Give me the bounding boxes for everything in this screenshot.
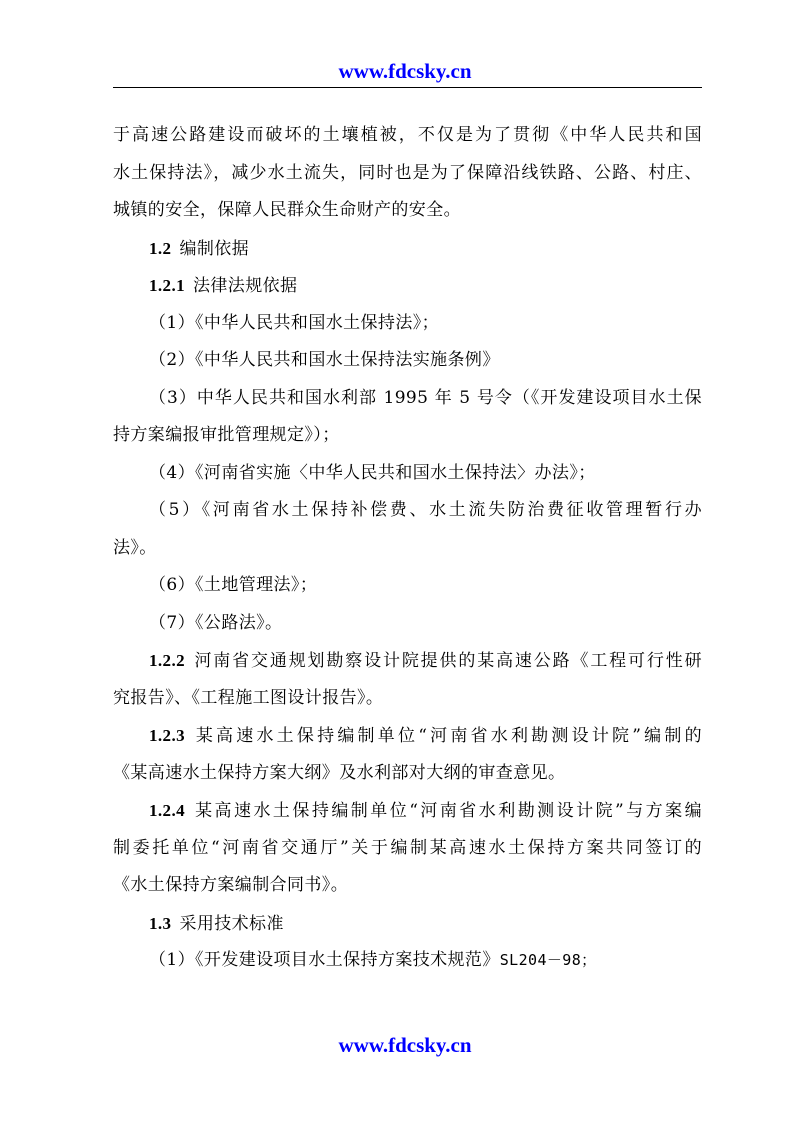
section-number: 1.3 [149, 913, 172, 933]
section-number: 1.2.1 [149, 276, 185, 295]
law-item: （6）《土地管理法》； [149, 575, 318, 595]
section-title: 法律法规依据 [193, 276, 298, 296]
law-item: （3）中华人民共和国水利部 1995 年 5 号令（《开发建设项目水土保 [149, 387, 702, 408]
paragraph-line: 水土保持法》，减少水土流失，同时也是为了保障沿线铁路、公路、村庄、 [113, 162, 702, 183]
law-item-continued: 法》。 [113, 537, 157, 558]
section-number: 1.2 [149, 238, 172, 258]
section-number: 1.2.4 [149, 801, 185, 820]
paragraph-line: 于高速公路建设而破坏的土壤植被，不仅是为了贯彻《中华人民共和国 [113, 125, 702, 145]
page-footer-site: www.fdcsky.cn [338, 1033, 472, 1057]
section-number: 1.2.3 [149, 726, 185, 745]
law-item: （1）《中华人民共和国水土保持法》； [149, 312, 440, 333]
section-1-2-2-line: 究报告》、《工程施工图设计报告》。 [113, 687, 384, 708]
law-item-continued: 持方案编报审批管理规定》）； [113, 425, 340, 445]
section-text: 某高速水土保持编制单位“河南省水利勘测设计院”编制的 [193, 726, 702, 746]
standard-item [113, 942, 702, 980]
section-heading-1-3 [113, 905, 702, 943]
section-1-2-4-line: 制委托单位“河南省交通厅”关于编制某高速水土保持方案共同签订的 [113, 837, 702, 858]
section-text: 河南省交通规划勘察设计院提供的某高速公路《工程可行性研 [193, 651, 702, 671]
section-title: 编制依据 [179, 238, 250, 259]
section-text: 某高速水土保持编制单位“河南省水利勘测设计院”与方案编 [193, 801, 702, 821]
standard-code: SL204－98； [499, 951, 597, 969]
section-title: 采用技术标准 [179, 913, 284, 934]
section-1-2-2-line [113, 642, 702, 680]
standard-title: （1）《开发建设项目水土保持方案技术规范》 [149, 950, 500, 970]
header-divider [113, 87, 702, 88]
law-item: （4）《河南省实施〈中华人民共和国水土保持法〉办法》； [149, 462, 596, 483]
section-1-2-4-line: 《水土保持方案编制合同书》。 [113, 875, 349, 895]
page-header-site: www.fdcsky.cn [338, 59, 472, 83]
section-1-2-4-line [113, 792, 702, 830]
document-body [113, 117, 702, 980]
law-item: （5）《河南省水土保持补偿费、水土流失防治费征收管理暂行办 [149, 500, 702, 520]
section-heading-1-2-1 [113, 267, 702, 305]
law-item: （7）《公路法》。 [149, 612, 283, 633]
section-heading-1-2 [113, 230, 702, 268]
paragraph-line: 城镇的安全，保障人民群众生命财产的安全。 [113, 200, 461, 220]
section-1-2-3-line [113, 717, 702, 755]
section-1-2-3-line: 《某高速水土保持方案大纲》及水利部对大纲的审查意见。 [113, 762, 566, 783]
section-number: 1.2.2 [149, 651, 185, 670]
law-item: （2）《中华人民共和国水土保持法实施条例》 [149, 350, 500, 370]
